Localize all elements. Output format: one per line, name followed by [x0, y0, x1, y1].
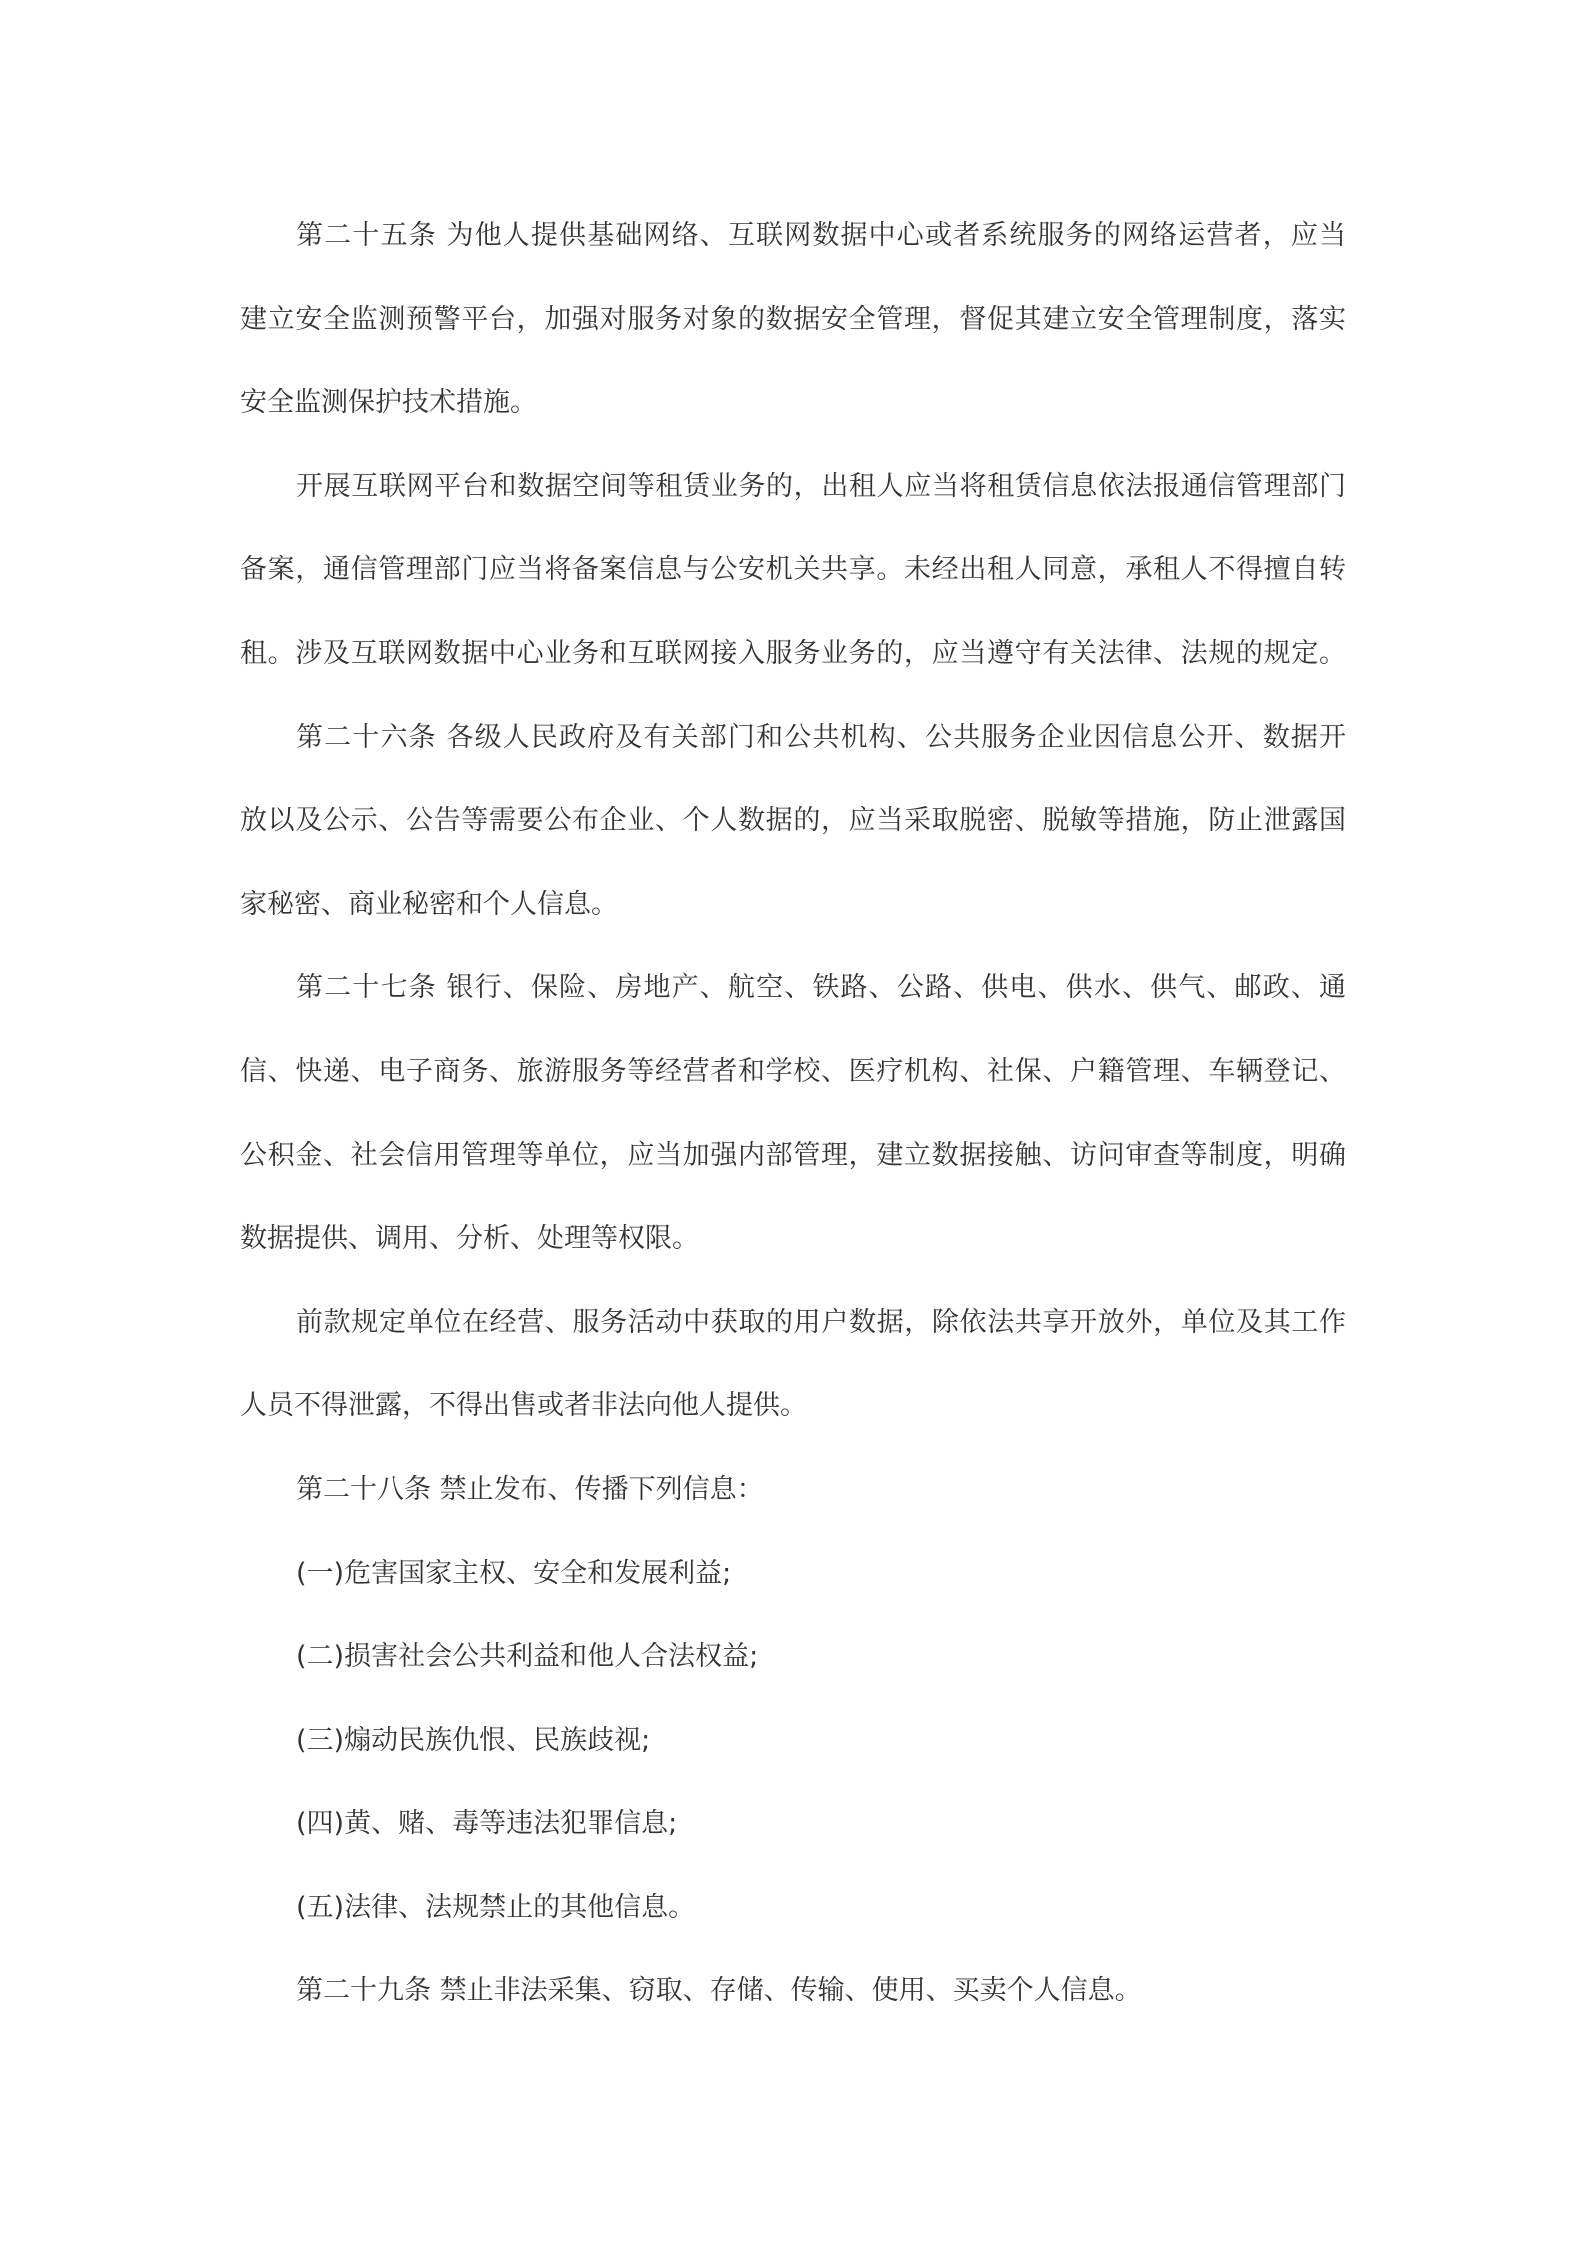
text-line: 前款规定单位在经营、服务活动中获取的用户数据，除依法共享开放外，单位及其工作: [296, 1306, 1346, 1338]
list-item: (一)危害国家主权、安全和发展利益;: [296, 1557, 732, 1589]
text-line: 租。涉及互联网数据中心业务和互联网接入服务业务的，应当遵守有关法律、法规的规定。: [240, 637, 1346, 669]
text-line: 第二十八条 禁止发布、传播下列信息：: [296, 1473, 764, 1505]
text-line: 第二十六条 各级人民政府及有关部门和公共机构、公共服务企业因信息公开、数据开: [296, 721, 1346, 753]
article-28-paragraph-1: [240, 1448, 1346, 1532]
text-line: 第二十九条 禁止非法采集、窃取、存储、传输、使用、买卖个人信息。: [296, 1975, 1142, 2007]
text-line: 公积金、社会信用管理等单位，应当加强内部管理，建立数据接触、访问审查等制度，明确: [240, 1139, 1346, 1171]
article-28-item-5: [240, 1866, 1346, 1950]
text-line: 放以及公示、公告等需要公布企业、个人数据的，应当采取脱密、脱敏等措施，防止泄露国: [240, 805, 1346, 837]
text-line: 建立安全监测预警平台，加强对服务对象的数据安全管理，督促其建立安全管理制度，落实: [240, 303, 1346, 335]
article-28-item-1: [240, 1532, 1346, 1616]
article-29-paragraph-1: [240, 1949, 1346, 2033]
article-28-item-3: [240, 1699, 1346, 1783]
list-item: (五)法律、法规禁止的其他信息。: [296, 1891, 696, 1923]
list-item: (四)黄、赌、毒等违法犯罪信息;: [296, 1808, 678, 1840]
article-25-paragraph-2: [240, 445, 1346, 696]
document-page: [240, 194, 1346, 2033]
text-line: 信、快递、电子商务、旅游服务等经营者和学校、医疗机构、社保、户籍管理、车辆登记、: [240, 1055, 1346, 1087]
text-line: 第二十五条 为他人提供基础网络、互联网数据中心或者系统服务的网络运营者，应当: [296, 220, 1346, 251]
text-line: 数据提供、调用、分析、处理等权限。: [240, 1223, 699, 1255]
article-25-paragraph-1: [240, 194, 1346, 445]
article-27-paragraph-1: [240, 946, 1346, 1280]
text-line: 第二十七条 银行、保险、房地产、航空、铁路、公路、供电、供水、供气、邮政、通: [296, 972, 1346, 1004]
text-line: 安全监测保护技术措施。: [240, 387, 537, 419]
text-line: 开展互联网平台和数据空间等租赁业务的，出租人应当将租赁信息依法报通信管理部门: [296, 470, 1346, 502]
article-26-paragraph-1: [240, 696, 1346, 947]
text-line: 人员不得泄露，不得出售或者非法向他人提供。: [240, 1390, 807, 1422]
list-item: (三)煽动民族仇恨、民族歧视;: [296, 1724, 651, 1756]
article-28-item-2: [240, 1615, 1346, 1699]
list-item: (二)损害社会公共利益和他人合法权益;: [296, 1641, 759, 1673]
article-28-item-4: [240, 1782, 1346, 1866]
article-27-paragraph-2: [240, 1281, 1346, 1448]
text-line: 家秘密、商业秘密和个人信息。: [240, 888, 618, 920]
text-line: 备案，通信管理部门应当将备案信息与公安机关共享。未经出租人同意，承租人不得擅自转: [240, 554, 1346, 586]
